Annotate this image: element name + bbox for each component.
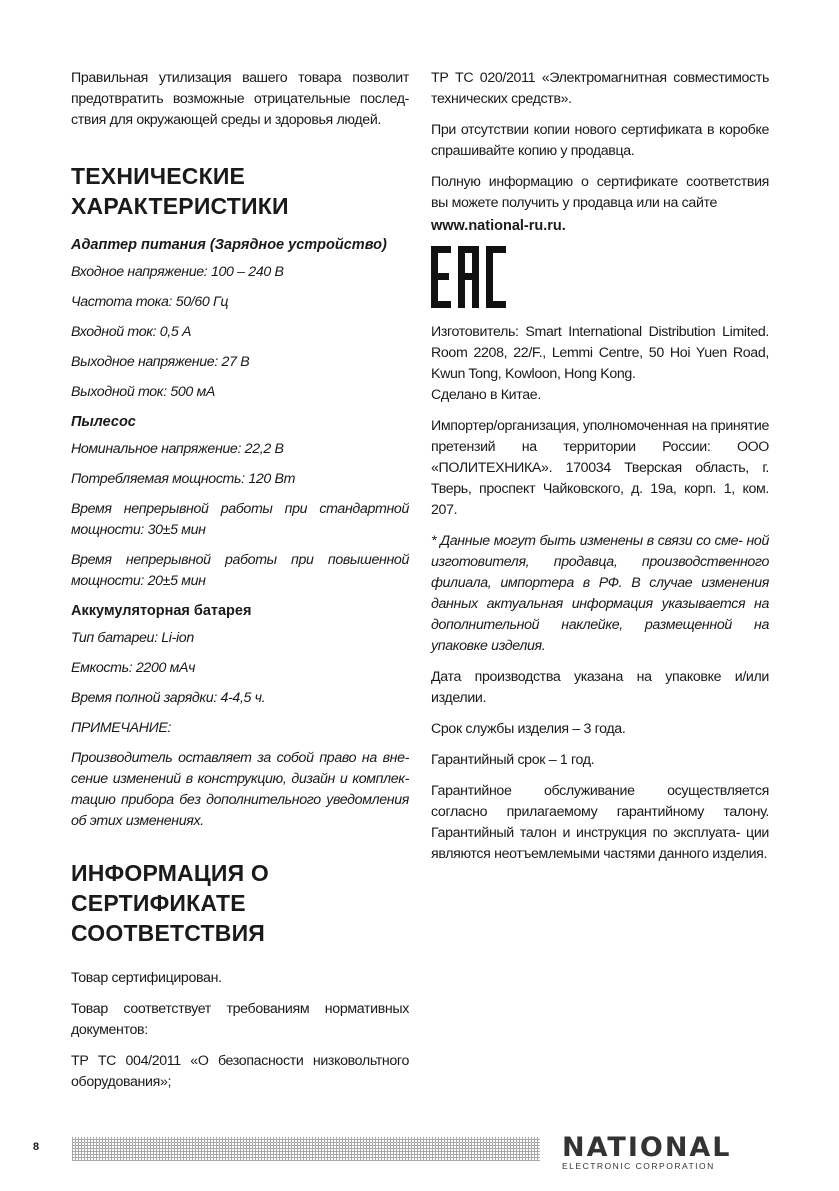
vacuum-spec: Потребляемая мощность: 120 Вт: [71, 471, 296, 487]
adapter-spec: Входное напряжение: 100 – 240 В: [71, 264, 284, 280]
battery-heading: Аккумуляторная батарея: [71, 603, 252, 619]
adapter-spec: Частота тока: 50/60 Гц: [71, 294, 229, 310]
eac-mark: [431, 246, 769, 308]
disposal-paragraph: Правильная утилизация вашего товара позволит предотвратить возможные отрицательные послед- ствия для окружающей среды и здоровья людей.: [71, 70, 409, 128]
brand-name: NATIONAL: [562, 1132, 732, 1163]
website-link[interactable]: www.national-ru.ru.: [431, 218, 566, 234]
cert-paragraph: При отсутствии копии нового сертификата в коробке спрашивайте копию у продавца.: [431, 122, 769, 159]
adapter-heading: Адаптер питания (Зарядное устройство): [71, 237, 387, 253]
made-in-text: Сделано в Китае.: [431, 387, 541, 403]
disclaimer-text: * Данные могут быть изменены в связи со сме- ной изготовителя, продавца, производственного филиала, импортера в РФ. В случае изменения данных актуальная информация указывается на дополнительной наклейке, размещенной на упаковке изделия.: [431, 533, 769, 654]
adapter-spec: Выходной ток: 500 мА: [71, 384, 216, 400]
adapter-spec: Входной ток: 0,5 А: [71, 324, 192, 340]
manufacturer-info: Изготовитель: Smart International Distribution Limited. Room 2208, 22/F., Lemmi Centre, 50 Hoi Yuen Road, Kwun Tong, Kowloon, Hong Kong.: [431, 324, 769, 382]
battery-spec: Время полной зарядки: 4-4,5 ч.: [71, 690, 266, 706]
page-footer: [0, 1132, 839, 1175]
warranty-service-text: Гарантийное обслуживание осуществляется согласно прилагаемому гарантийному талону. Гарантийный талон и инструкция по эксплуата- ции являются неотъемлемыми частями данного изделия.: [431, 783, 769, 862]
tech-specs-heading: ТЕХНИЧЕСКИЕ ХАРАКТЕРИСТИКИ: [71, 163, 289, 219]
vacuum-heading: Пылесос: [71, 414, 136, 430]
vacuum-spec: Время непрерывной работы при повышенной мощности: 20±5 мин: [71, 552, 409, 589]
production-date-text: Дата производства указана на упаковке и/или изделии.: [431, 669, 769, 706]
cert-heading-line2: СООТВЕТСТВИЯ: [71, 920, 266, 946]
page-number: 8: [33, 1141, 40, 1153]
note-label: ПРИМЕЧАНИЕ:: [71, 720, 172, 736]
service-life-text: Срок службы изделия – 3 года.: [431, 721, 626, 737]
decorative-pattern: [72, 1137, 540, 1161]
vacuum-spec: Номинальное напряжение: 22,2 В: [71, 441, 284, 457]
note-text: Производитель оставляет за собой право на вне- сение изменений в конструкцию, дизайн и комплек- тацию прибора без дополнительного уведомления об этих изменениях.: [71, 750, 409, 829]
cert-paragraph: Полную информацию о сертификате соответствия вы можете получить у продавца или на сайте: [431, 174, 769, 211]
brand-tagline: ELECTRONIC CORPORATION: [562, 1161, 715, 1171]
cert-heading-line1: ИНФОРМАЦИЯ О СЕРТИФИКАТЕ: [71, 860, 270, 916]
left-column: [71, 68, 409, 1103]
cert-paragraph: ТР ТС 020/2011 «Электромагнитная совместимость технических средств».: [431, 70, 769, 107]
battery-spec: Емкость: 2200 мАч: [71, 660, 196, 676]
adapter-spec: Выходное напряжение: 27 В: [71, 354, 250, 370]
cert-paragraph: Товар сертифицирован.: [71, 970, 222, 986]
cert-paragraph: Товар соответствует требованиям нормативных документов:: [71, 1001, 409, 1038]
vacuum-spec: Время непрерывной работы при стандартной мощности: 30±5 мин: [71, 501, 409, 538]
battery-spec: Тип батареи: Li-ion: [71, 630, 194, 646]
brand-logo: [562, 1132, 772, 1171]
cert-paragraph: ТР ТС 004/2011 «О безопасности низковольтного оборудования»;: [71, 1053, 409, 1090]
eac-logo-icon: [431, 246, 507, 308]
warranty-term-text: Гарантийный срок – 1 год.: [431, 752, 595, 768]
importer-info: Импортер/организация, уполномоченная на принятие претензий на территории России: ООО «ПОЛИТЕХНИКА». 170034 Тверская область, г. Тверь, проспект Чайковского, д. 19а, корп. 1, ком. 207.: [431, 418, 769, 518]
right-column: [431, 68, 769, 875]
